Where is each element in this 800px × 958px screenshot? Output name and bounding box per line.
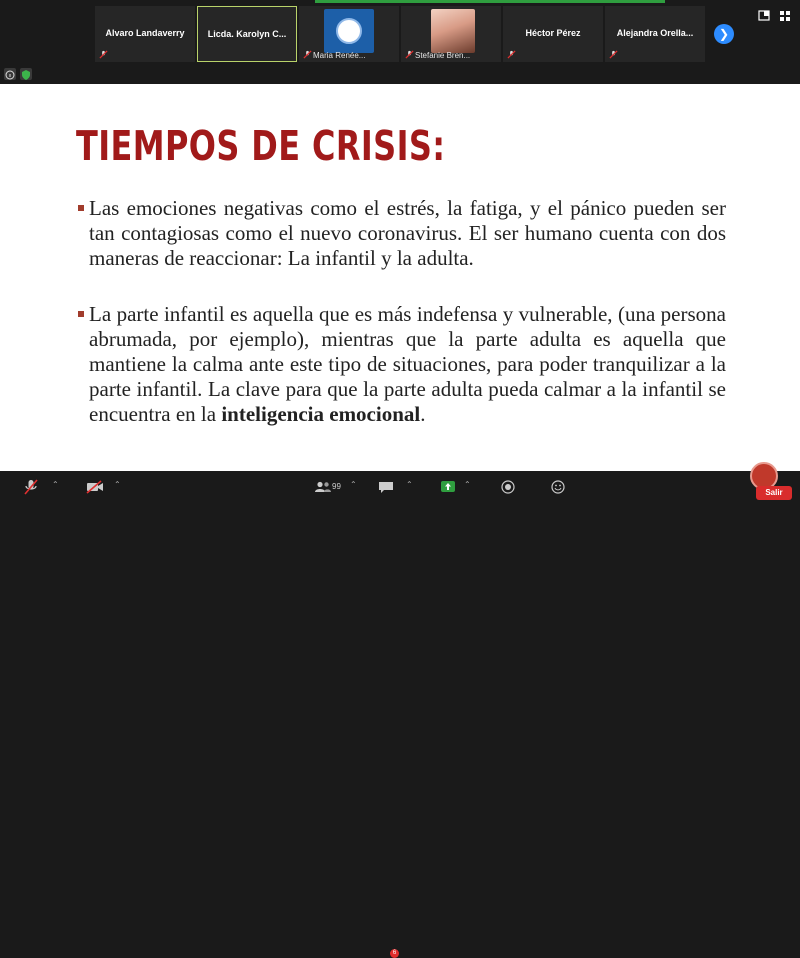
participant-name: Alvaro Landaverry (105, 28, 185, 38)
bullet-end: . (420, 402, 426, 426)
participant-name: Licda. Karolyn C... (207, 29, 287, 39)
participant-video-image (431, 9, 475, 53)
participant-tile-karolyn[interactable] (197, 6, 297, 62)
slide-bullet-2 (78, 302, 726, 427)
record-icon (502, 481, 514, 493)
meeting-info-icons (4, 68, 44, 82)
share-screen-button[interactable] (440, 480, 456, 494)
bullet-text-part: La parte infantil es aquella que es más indefensa y vulnerable, (una persona abrumada, por ejemplo), mientras que la parte adulta es aquella que mantiene la calma ante este tipo de situaciones, para poder tranquilizar a la parte infantil. La clave para que la parte adulta pueda calmar a la infantil se encuentra en la (89, 302, 726, 426)
bullet-bold-term: inteligencia emocional (221, 402, 421, 426)
security-shield-icon[interactable] (20, 68, 32, 80)
participant-tile-hector[interactable] (503, 6, 603, 62)
participant-name: Maria Renée... (313, 51, 366, 60)
participant-name: Alejandra Orella... (616, 28, 694, 38)
mic-muted-icon (99, 50, 108, 59)
share-screen-icon (441, 481, 455, 492)
record-button[interactable] (501, 480, 515, 494)
participants-caret-icon[interactable]: ⌃ (350, 480, 357, 489)
mic-muted-icon (303, 50, 312, 59)
chat-icon (379, 482, 393, 493)
start-video-button[interactable] (86, 480, 104, 494)
participants-icon (315, 482, 331, 492)
mic-muted-icon (405, 50, 414, 59)
audio-options-caret-icon[interactable]: ⌃ (52, 480, 59, 489)
participant-strip (0, 0, 800, 68)
participant-tile-maria[interactable] (299, 6, 399, 62)
participants-count: 99 (332, 482, 341, 491)
chat-caret-icon[interactable]: ⌃ (406, 480, 413, 489)
participants-button[interactable] (314, 481, 332, 493)
info-icon[interactable] (4, 68, 16, 80)
video-options-caret-icon[interactable]: ⌃ (114, 480, 121, 489)
leave-meeting-button[interactable]: Salir (756, 486, 792, 500)
slide-bullet-1 (78, 196, 726, 271)
bullet-text: Las emociones negativas como el estrés, la fatiga, y el pánico pueden ser tan contagiosas como el nuevo coronavirus. El ser humano cuenta con dos maneras de reaccionar: La infantil y la adulta. (89, 196, 726, 270)
next-participants-button[interactable] (714, 24, 734, 44)
view-options-icons[interactable] (758, 10, 794, 22)
shared-screen-slide (0, 84, 800, 471)
speaker-view-icon[interactable] (759, 11, 769, 20)
gallery-view-icon[interactable] (780, 11, 790, 21)
participant-logo-image (324, 9, 374, 53)
mic-muted-icon (507, 50, 516, 59)
participant-tile-alejandra[interactable] (605, 6, 705, 62)
slide-title: TIEMPOS DE CRISIS: (76, 122, 446, 170)
video-off-icon (87, 481, 103, 493)
bullet-square-icon (78, 205, 84, 211)
chevron-right-icon: ❯ (718, 27, 730, 41)
reactions-button[interactable] (551, 480, 565, 494)
participant-name: Stefanie Bren... (415, 51, 471, 60)
mute-button[interactable] (24, 479, 38, 495)
bullet-text (78, 302, 726, 427)
share-caret-icon[interactable]: ⌃ (464, 480, 471, 489)
smiley-icon (552, 481, 564, 493)
bullet-square-icon (78, 311, 84, 317)
screen-share-indicator-bar (315, 0, 665, 3)
chat-unread-badge: 6 (390, 949, 399, 958)
chat-button[interactable] (378, 481, 394, 494)
mic-muted-icon (25, 480, 37, 494)
meeting-toolbar (0, 471, 800, 956)
participant-tile-alvaro[interactable] (95, 6, 195, 62)
participant-name: Héctor Pérez (525, 28, 581, 38)
mic-muted-icon (609, 50, 618, 59)
participant-tile-stefanie[interactable] (401, 6, 501, 62)
